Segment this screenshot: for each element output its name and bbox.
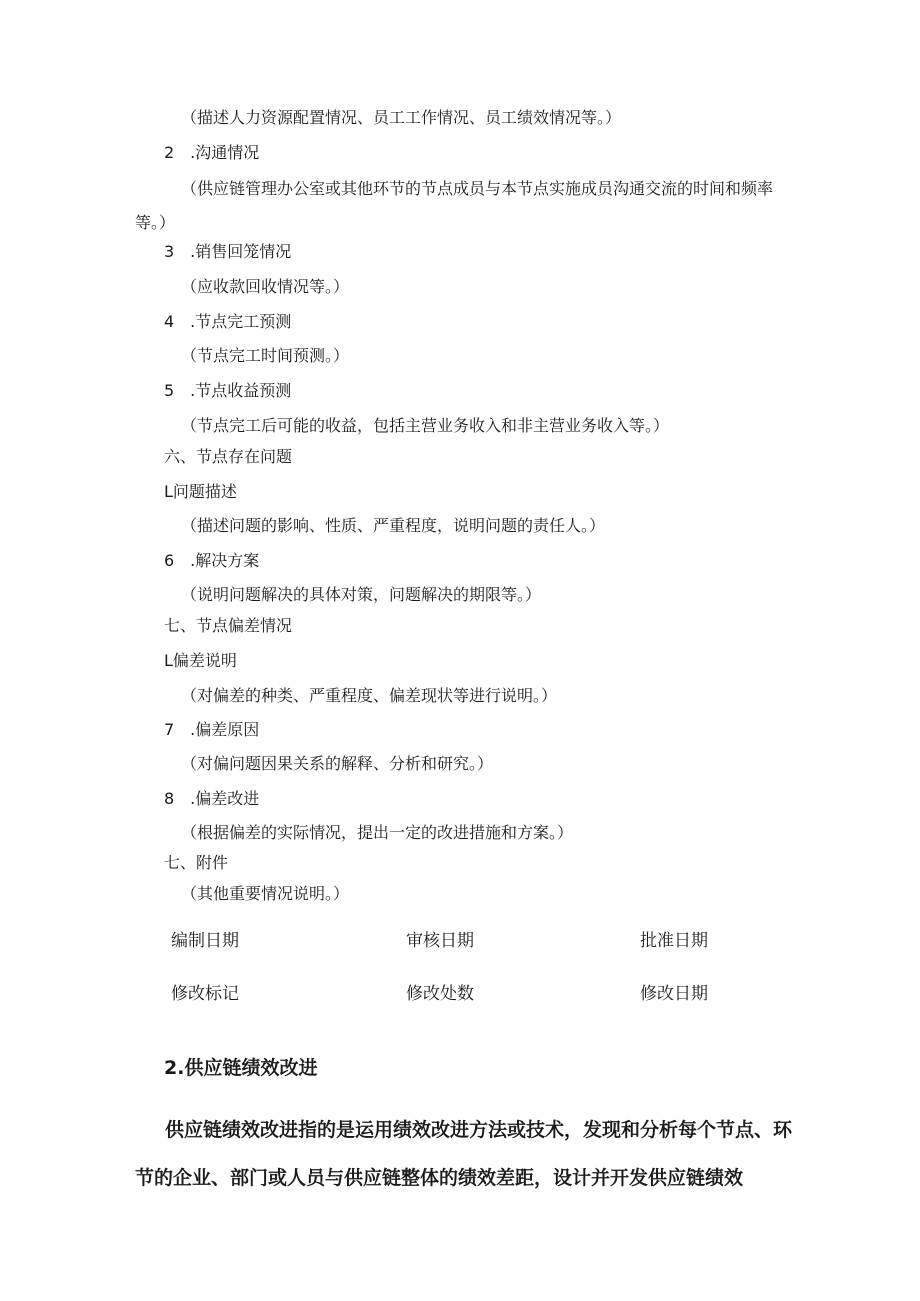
body-paragraph: 供应链绩效改进指的是运用绩效改进方法或技术，发现和分析每个节点、环节的企业、部门或人员与供应链整体的绩效差距，设计并开发供应链绩效 (135, 1119, 793, 1189)
item-sales-collection: 3 .销售回笼情况 (164, 242, 292, 261)
item-completion-forecast: 4 .节点完工预测 (164, 312, 292, 331)
heading-node-deviation: 七、节点偏差情况 (164, 616, 293, 635)
note-communication: （供应链管理办公室或其他环节的节点成员与本节点实施成员沟通交流的时间和频率等。） (135, 179, 774, 232)
heading-attachments: 七、附件 (164, 853, 229, 872)
note-attachments: （其他重要情况说明。） (181, 884, 350, 903)
note-problem-description: （描述问题的影响、性质、严重程度，说明问题的责任人。） (181, 516, 606, 535)
note-sales-collection: （应收款回收情况等。） (181, 277, 350, 296)
signoff-reviewed-date: 审核日期 (406, 931, 474, 951)
signoff-revision-mark: 修改标记 (171, 984, 239, 1004)
signoff-prepared-date: 编制日期 (171, 931, 239, 951)
note-completion-forecast: （节点完工时间预测。） (181, 346, 350, 365)
item-revenue-forecast: 5 .节点收益预测 (164, 381, 292, 400)
note-deviation-description: （对偏差的种类、严重程度、偏差现状等进行说明。） (181, 686, 558, 705)
item-deviation-description: L偏差说明 (164, 651, 237, 670)
note-deviation-improvement: （根据偏差的实际情况，提出一定的改进措施和方案。） (181, 823, 574, 842)
item-deviation-improvement: 8 .偏差改进 (164, 789, 260, 808)
note-deviation-cause: （对偏问题因果关系的解释、分析和研究。） (181, 754, 494, 773)
signoff-approved-date: 批准日期 (640, 931, 708, 951)
note-solution: （说明问题解决的具体对策，问题解决的期限等。） (181, 585, 542, 604)
note-revenue-forecast: （节点完工后可能的收益，包括主营业务收入和非主营业务收入等。） (181, 416, 670, 435)
item-problem-description: L问题描述 (164, 482, 237, 501)
item-communication: 2 .沟通情况 (164, 143, 260, 162)
note-hr-status: （描述人力资源配置情况、员工工作情况、员工绩效情况等。） (181, 108, 622, 127)
signoff-revision-count: 修改处数 (406, 984, 474, 1004)
item-deviation-cause: 7 .偏差原因 (164, 720, 260, 739)
heading-node-problems: 六、节点存在问题 (164, 447, 293, 466)
signoff-revision-date: 修改日期 (640, 984, 708, 1004)
item-solution: 6 .解决方案 (164, 551, 260, 570)
section-heading: 2.供应链绩效改进 (164, 1057, 318, 1079)
